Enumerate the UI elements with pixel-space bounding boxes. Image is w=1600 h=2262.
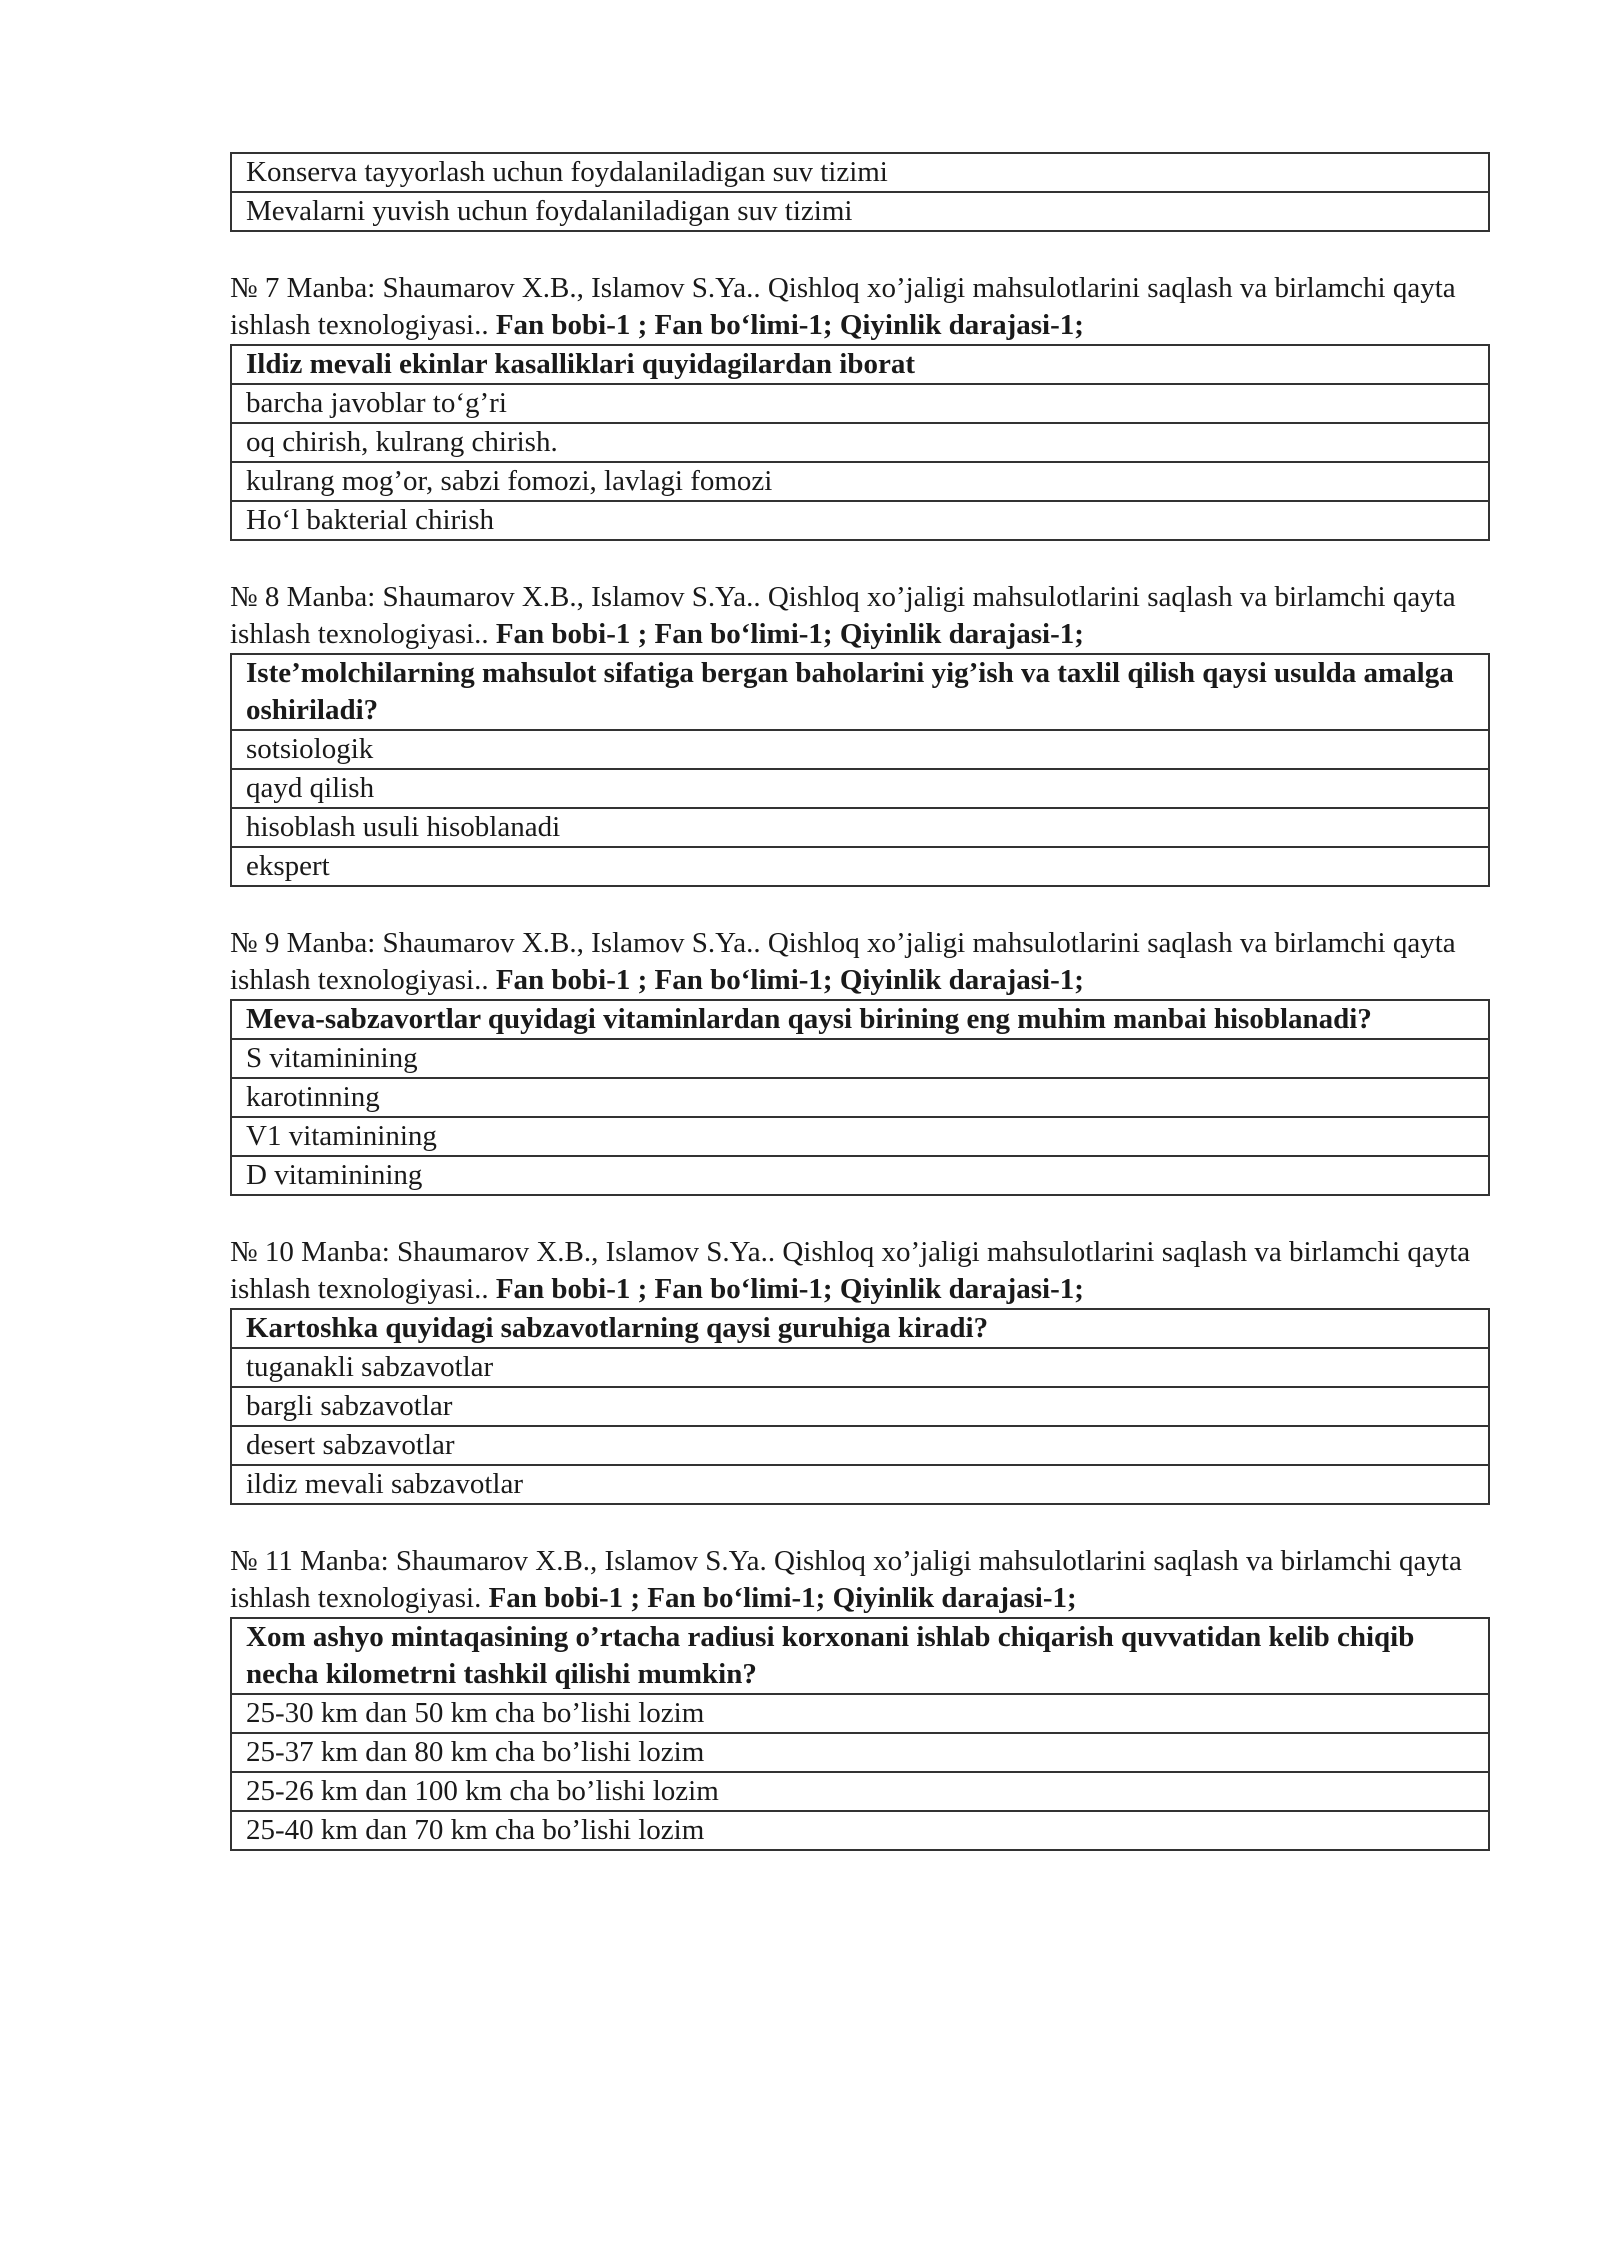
table-row bbox=[231, 1618, 1489, 1694]
table-row bbox=[231, 730, 1489, 769]
answer-cell: kulrang mog’or, sabzi fomozi, lavlagi fomozi bbox=[231, 462, 1489, 501]
question-table bbox=[230, 1617, 1490, 1851]
answer-cell: karotinning bbox=[231, 1078, 1489, 1117]
question-number: № 8 bbox=[230, 581, 280, 613]
question-meta-bold: Fan bobi-1 ; Fan bo‘limi-1; Qiyinlik darajasi-1; bbox=[495, 1273, 1084, 1305]
answer-cell: Konserva tayyorlash uchun foydalaniladigan suv tizimi bbox=[231, 153, 1489, 192]
question-text: Kartoshka quyidagi sabzavotlarning qaysi guruhiga kiradi? bbox=[231, 1309, 1489, 1348]
question-source: Manba: Shaumarov X.B., Islamov S.Ya.. Qishloq xo’jaligi mahsulotlarini saqlash va birlamchi qayta ishlash texnologiyasi.. bbox=[230, 272, 1456, 341]
table-row bbox=[231, 1117, 1489, 1156]
table-row bbox=[231, 423, 1489, 462]
table-row bbox=[231, 1811, 1489, 1850]
question-block-7 bbox=[230, 270, 1490, 541]
question-meta-bold: Fan bobi-1 ; Fan bo‘limi-1; Qiyinlik darajasi-1; bbox=[488, 1582, 1077, 1614]
question-source: Manba: Shaumarov X.B., Islamov S.Ya.. Qishloq xo’jaligi mahsulotlarini saqlash va birlamchi qayta ishlash texnologiyasi.. bbox=[230, 581, 1456, 650]
question-number: № 11 bbox=[230, 1545, 293, 1577]
table-row bbox=[231, 384, 1489, 423]
question-meta-bold: Fan bobi-1 ; Fan bo‘limi-1; Qiyinlik darajasi-1; bbox=[495, 309, 1084, 341]
answer-cell: hisoblash usuli hisoblanadi bbox=[231, 808, 1489, 847]
answer-cell: qayd qilish bbox=[231, 769, 1489, 808]
table-row bbox=[231, 1309, 1489, 1348]
table-row bbox=[231, 654, 1489, 730]
question-number: № 7 bbox=[230, 272, 280, 304]
question-block-11 bbox=[230, 1543, 1490, 1851]
table-row bbox=[231, 1733, 1489, 1772]
answer-cell: 25-40 km dan 70 km cha bo’lishi lozim bbox=[231, 1811, 1489, 1850]
answer-cell: D vitaminining bbox=[231, 1156, 1489, 1195]
table-row bbox=[231, 1465, 1489, 1504]
answer-cell: V1 vitaminining bbox=[231, 1117, 1489, 1156]
question-meta bbox=[230, 579, 1490, 653]
question-text: Ildiz mevali ekinlar kasalliklari quyidagilardan iborat bbox=[231, 345, 1489, 384]
question-table bbox=[230, 999, 1490, 1196]
table-row bbox=[231, 1694, 1489, 1733]
answer-cell: barcha javoblar to‘g’ri bbox=[231, 384, 1489, 423]
table-row bbox=[231, 1078, 1489, 1117]
table-row bbox=[231, 1000, 1489, 1039]
table-row bbox=[231, 462, 1489, 501]
answer-cell: ekspert bbox=[231, 847, 1489, 886]
answer-cell: tuganakli sabzavotlar bbox=[231, 1348, 1489, 1387]
answer-cell: oq chirish, kulrang chirish. bbox=[231, 423, 1489, 462]
question-table bbox=[230, 344, 1490, 541]
question-text: Meva-sabzavortlar quyidagi vitaminlardan qaysi birining eng muhim manbai hisoblanadi? bbox=[231, 1000, 1489, 1039]
answer-cell: 25-37 km dan 80 km cha bo’lishi lozim bbox=[231, 1733, 1489, 1772]
table-row bbox=[231, 847, 1489, 886]
table-row bbox=[231, 153, 1489, 192]
table-row bbox=[231, 1772, 1489, 1811]
table-row bbox=[231, 1348, 1489, 1387]
question-meta bbox=[230, 1234, 1490, 1308]
question-block-10 bbox=[230, 1234, 1490, 1505]
question-table bbox=[230, 1308, 1490, 1505]
table-row bbox=[231, 1039, 1489, 1078]
question-meta bbox=[230, 925, 1490, 999]
question-table bbox=[230, 653, 1490, 887]
answer-cell: Ho‘l bakterial chirish bbox=[231, 501, 1489, 540]
table-row bbox=[231, 501, 1489, 540]
table-row bbox=[231, 808, 1489, 847]
question-meta-bold: Fan bobi-1 ; Fan bo‘limi-1; Qiyinlik darajasi-1; bbox=[495, 964, 1084, 996]
table-row bbox=[231, 192, 1489, 231]
table-row bbox=[231, 1387, 1489, 1426]
answer-cell: sotsiologik bbox=[231, 730, 1489, 769]
question-text: Xom ashyo mintaqasining o’rtacha radiusi korxonani ishlab chiqarish quvvatidan kelib chiqib necha kilometrni tashkil qilishi mumkin? bbox=[231, 1618, 1489, 1694]
question-meta-bold: Fan bobi-1 ; Fan bo‘limi-1; Qiyinlik darajasi-1; bbox=[495, 618, 1084, 650]
question-source: Manba: Shaumarov X.B., Islamov S.Ya. Qishloq xo’jaligi mahsulotlarini saqlash va birlamchi qayta ishlash texnologiyasi. bbox=[230, 1545, 1462, 1614]
answer-cell: 25-30 km dan 50 km cha bo’lishi lozim bbox=[231, 1694, 1489, 1733]
top-answer-table bbox=[230, 152, 1490, 232]
question-meta bbox=[230, 270, 1490, 344]
question-source: Manba: Shaumarov X.B., Islamov S.Ya.. Qishloq xo’jaligi mahsulotlarini saqlash va birlamchi qayta ishlash texnologiyasi.. bbox=[230, 1236, 1471, 1305]
question-number: № 10 bbox=[230, 1236, 294, 1268]
question-text: Iste’molchilarning mahsulot sifatiga bergan baholarini yig’ish va taxlil qilish qaysi usulda amalga oshiriladi? bbox=[231, 654, 1489, 730]
answer-cell: desert sabzavotlar bbox=[231, 1426, 1489, 1465]
question-number: № 9 bbox=[230, 927, 280, 959]
answer-cell: Mevalarni yuvish uchun foydalaniladigan suv tizimi bbox=[231, 192, 1489, 231]
table-row bbox=[231, 1156, 1489, 1195]
answer-cell: ildiz mevali sabzavotlar bbox=[231, 1465, 1489, 1504]
question-source: Manba: Shaumarov X.B., Islamov S.Ya.. Qishloq xo’jaligi mahsulotlarini saqlash va birlamchi qayta ishlash texnologiyasi.. bbox=[230, 927, 1456, 996]
table-row bbox=[231, 769, 1489, 808]
question-block-8 bbox=[230, 579, 1490, 887]
answer-cell: 25-26 km dan 100 km cha bo’lishi lozim bbox=[231, 1772, 1489, 1811]
question-block-9 bbox=[230, 925, 1490, 1196]
answer-cell: S vitaminining bbox=[231, 1039, 1489, 1078]
answer-cell: bargli sabzavotlar bbox=[231, 1387, 1489, 1426]
table-row bbox=[231, 1426, 1489, 1465]
document-page bbox=[230, 152, 1490, 1851]
table-row bbox=[231, 345, 1489, 384]
question-meta bbox=[230, 1543, 1490, 1617]
